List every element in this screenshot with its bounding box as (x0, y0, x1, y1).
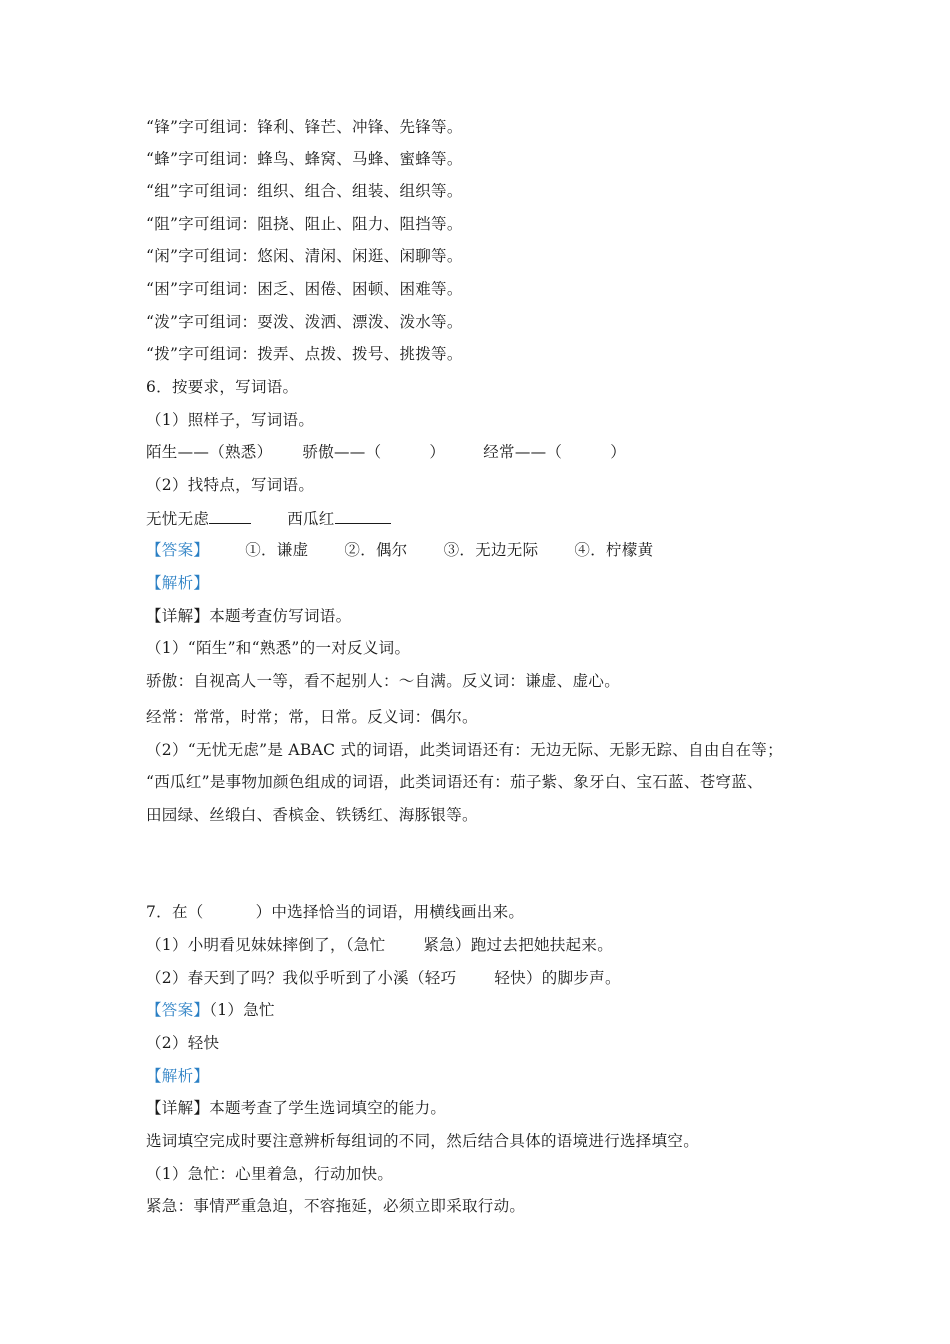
q7-answer (146, 999, 275, 1021)
blank-4[interactable] (335, 507, 391, 524)
group-line-7 (146, 311, 463, 333)
q6-sub1: （1）照样子，写词语。 (146, 411, 315, 429)
q6-sub2: （2）找特点，写词语。 (146, 476, 315, 494)
q6-title: 6．按要求，写词语。 (146, 378, 299, 396)
q6-explain-4: （2）“无忧无虑”是 ABAC 式的词语，此类词语还有：无边无际、无影无踪、自由自在等； (146, 741, 783, 759)
group-char: “蜂”字可组词： (146, 150, 258, 168)
q7-title (146, 901, 524, 923)
group-char: “阻”字可组词： (146, 215, 258, 233)
group-words: 悠闲、清闲、闲逛、闲聊等。 (257, 247, 463, 265)
q6-analysis-tag: 【解析】 (146, 574, 210, 592)
group-words: 组织、组合、组装、组织等。 (257, 182, 463, 200)
answer-tag: 【答案】 (146, 1001, 210, 1019)
answer-tag: 【答案】 (146, 541, 210, 559)
answer-item: ①．谦虚 (245, 541, 309, 559)
sentence-part: （2）春天到了吗？我似乎听到了小溪（轻巧 (146, 969, 457, 987)
word-2: 西瓜红 (287, 510, 335, 528)
group-words: 阻挠、阻止、阻力、阻挡等。 (257, 215, 463, 233)
group-line-2 (146, 148, 463, 170)
q7-answer-2: （2）轻快 (146, 1034, 220, 1052)
q7-sentence-1 (146, 934, 613, 956)
q7-detail (146, 1097, 446, 1119)
answer-item: ②．偶尔 (344, 541, 408, 559)
group-line-3 (146, 180, 463, 202)
word-1: 无忧无虑 (146, 510, 210, 528)
detail-text: 本题考查了学生选词填空的能力。 (209, 1099, 447, 1117)
q6-explain-2: 骄傲：自视高人一等，看不起别人：～自满。反义词：谦虚、虚心。 (146, 672, 621, 690)
example-3-close: ） (610, 443, 627, 461)
q6-words (146, 507, 391, 530)
sentence-part: 紧急）跑过去把她扶起来。 (423, 936, 614, 954)
q7-title-rest: ）中选择恰当的词语，用横线画出来。 (255, 903, 525, 921)
q7-title-open: 7．在（ (146, 903, 204, 921)
group-words: 锋利、锋芒、冲锋、先锋等。 (257, 118, 463, 136)
detail-text: 本题考查仿写词语。 (209, 607, 352, 625)
group-line-8 (146, 343, 463, 365)
group-line-1 (146, 116, 463, 138)
group-line-6 (146, 278, 463, 300)
group-words: 耍泼、泼洒、漂泼、泼水等。 (257, 313, 463, 331)
q7-explain-2: （1）急忙：心里着急，行动加快。 (146, 1165, 394, 1183)
q6-explain-1: （1）“陌生”和“熟悉”的一对反义词。 (146, 639, 411, 657)
group-char: “拨”字可组词： (146, 345, 258, 363)
sentence-part: 轻快）的脚步声。 (494, 969, 621, 987)
answer-item: （1）急忙 (209, 1001, 275, 1019)
group-words: 困乏、困倦、困顿、困难等。 (257, 280, 463, 298)
q6-explain-3: 经常：常常，时常；常，日常。反义词：偶尔。 (146, 708, 478, 726)
detail-tag: 【详解】 (146, 607, 210, 625)
group-char: “泼”字可组词： (146, 313, 258, 331)
group-words: 拨弄、点拨、拨号、挑拨等。 (257, 345, 463, 363)
group-char: “闲”字可组词： (146, 247, 258, 265)
example-2-open: 骄傲——（ (302, 443, 382, 461)
q6-explain-6: 田园绿、丝缎白、香槟金、铁锈红、海豚银等。 (146, 806, 478, 824)
group-line-4 (146, 213, 463, 235)
q6-detail (146, 605, 351, 627)
example-3-open: 经常——（ (483, 443, 563, 461)
q6-examples (146, 441, 626, 463)
group-line-5 (146, 245, 463, 267)
group-words: 蜂鸟、蜂窝、马蜂、蜜蜂等。 (257, 150, 463, 168)
answer-item: ④．柠檬黄 (574, 541, 654, 559)
blank-3[interactable] (209, 507, 251, 524)
example-2-close: ） (429, 443, 446, 461)
sentence-part: （1）小明看见妹妹摔倒了，（急忙 (146, 936, 386, 954)
group-char: “组”字可组词： (146, 182, 258, 200)
group-char: “锋”字可组词： (146, 118, 258, 136)
group-char: “困”字可组词： (146, 280, 258, 298)
q6-answer (146, 539, 653, 561)
q6-explain-5: “西瓜红”是事物加颜色组成的词语，此类词语还有：茄子紫、象牙白、宝石蓝、苍穹蓝、 (146, 773, 763, 791)
q7-sentence-2 (146, 967, 621, 989)
q7-analysis-tag: 【解析】 (146, 1067, 210, 1085)
answer-item: ③．无边无际 (443, 541, 539, 559)
q7-explain-3: 紧急：事情严重急迫，不容拖延，必须立即采取行动。 (146, 1197, 526, 1215)
q7-explain-1: 选词填空完成时要注意辨析每组词的不同，然后结合具体的语境进行选择填空。 (146, 1132, 700, 1150)
example-1: 陌生——（熟悉） (146, 443, 273, 461)
detail-tag: 【详解】 (146, 1099, 210, 1117)
